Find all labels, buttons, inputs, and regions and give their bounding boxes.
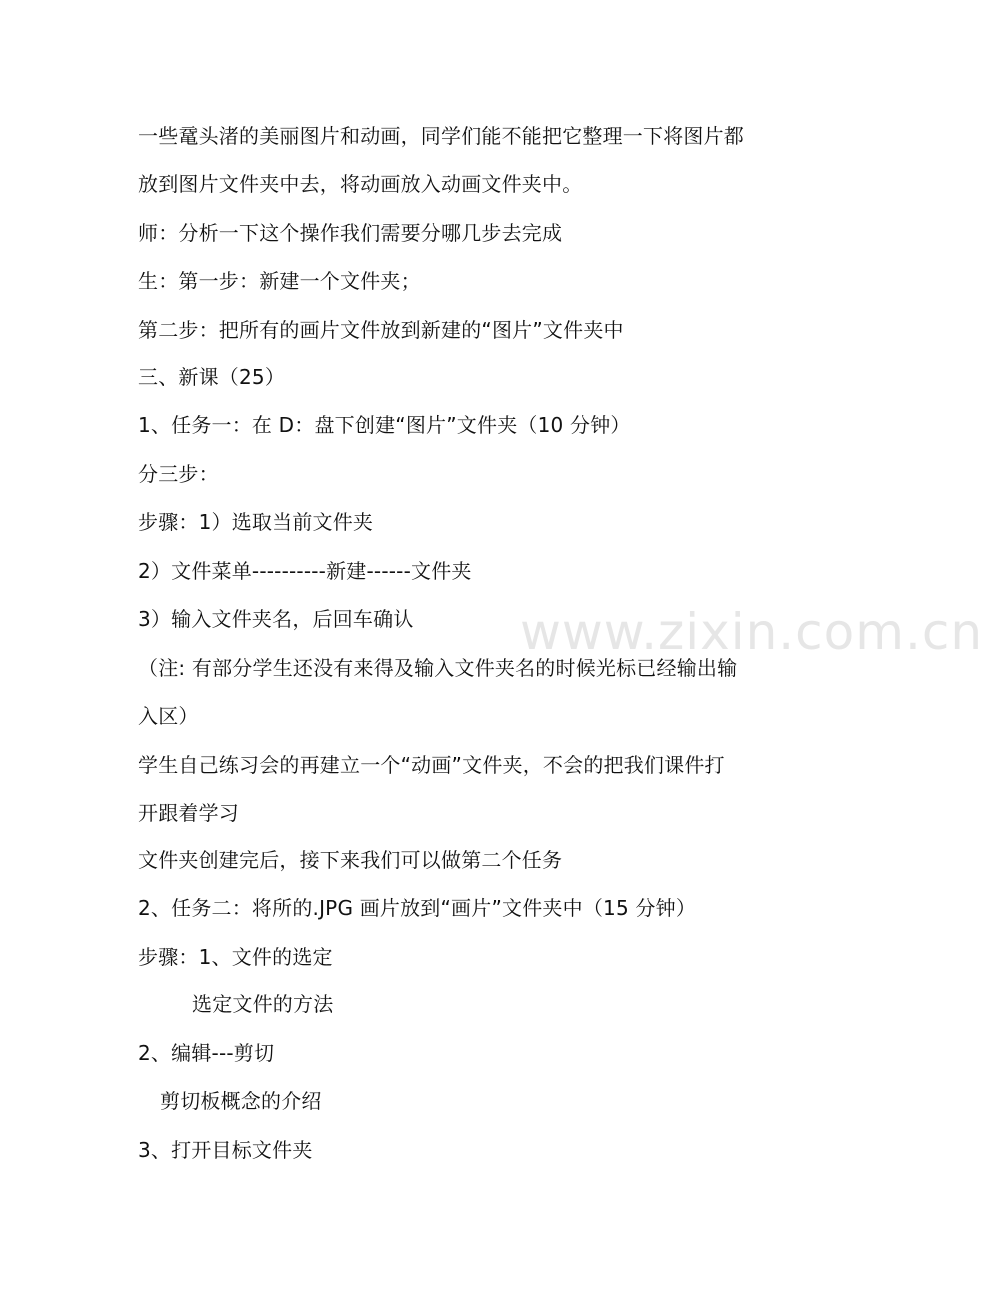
step-line: 3）输入文件夹名，后回车确认	[138, 607, 414, 631]
step-line: 2）文件菜单----------新建------文件夹	[138, 559, 472, 583]
section-heading: 三、新课（25）	[138, 365, 286, 389]
paragraph-line: 文件夹创建完后，接下来我们可以做第二个任务	[138, 848, 563, 872]
paragraph-line: 生：第一步：新建一个文件夹；	[138, 269, 421, 293]
paragraph-line: 第二步：把所有的画片文件放到新建的“图片”文件夹中	[138, 318, 624, 342]
step-line: 2、编辑---剪切	[138, 1041, 275, 1065]
paragraph-line: 一些鼋头渚的美丽图片和动画，同学们能不能把它整理一下将图片都	[138, 124, 744, 148]
step-detail-line: 剪切板概念的介绍	[160, 1089, 322, 1113]
paragraph-line: 放到图片文件夹中去，将动画放入动画文件夹中。	[138, 172, 583, 196]
note-line: 入区）	[138, 704, 199, 728]
step-line: 3、打开目标文件夹	[138, 1138, 313, 1162]
paragraph-line: 开跟着学习	[138, 801, 239, 825]
step-line: 步骤：1、文件的选定	[138, 945, 333, 969]
step-detail-line: 选定文件的方法	[192, 992, 334, 1016]
paragraph-line: 学生自己练习会的再建立一个“动画”文件夹，不会的把我们课件打	[138, 753, 725, 777]
paragraph-line: 分三步：	[138, 462, 219, 486]
paragraph-line: 师：分析一下这个操作我们需要分哪几步去完成	[138, 221, 563, 245]
watermark: www.zixin.com.cn	[520, 603, 983, 661]
task-heading: 1、任务一：在 D：盘下创建“图片”文件夹（10 分钟）	[138, 413, 631, 437]
task-heading: 2、任务二：将所的.JPG 画片放到“画片”文件夹中（15 分钟）	[138, 896, 697, 920]
step-line: 步骤：1）选取当前文件夹	[138, 510, 374, 534]
note-line: （注: 有部分学生还没有来得及输入文件夹名的时候光标已经输出输	[138, 656, 738, 680]
